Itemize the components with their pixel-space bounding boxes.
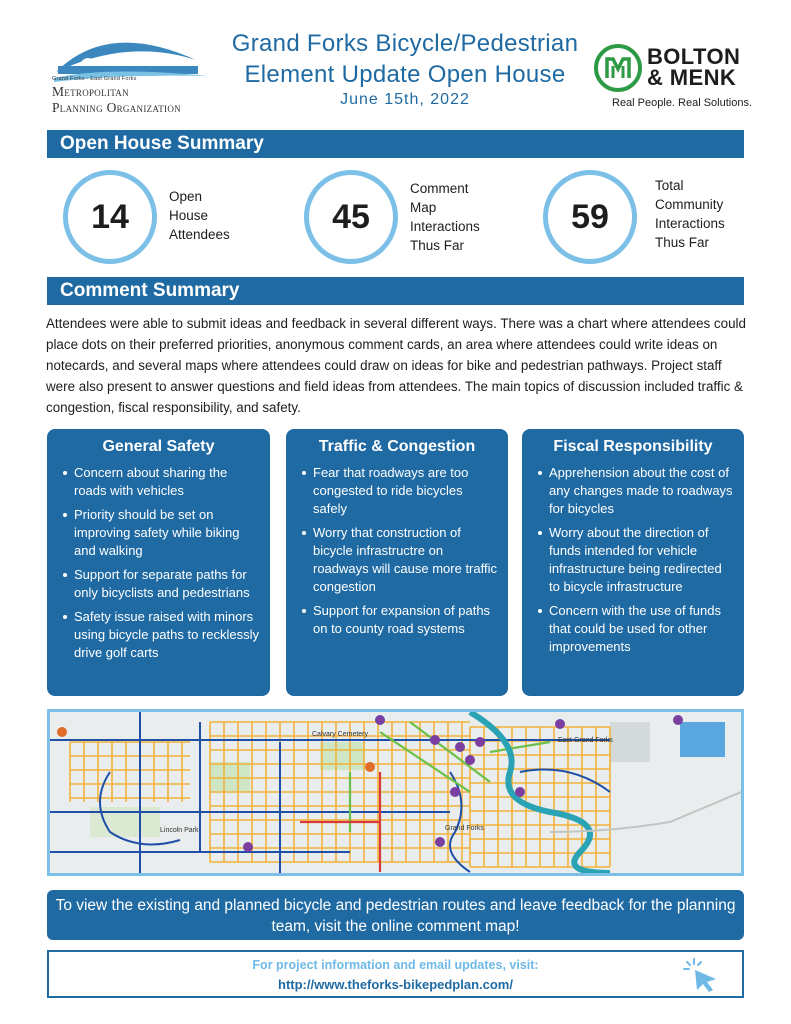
- stat-label-line: Interactions: [410, 219, 480, 234]
- comment-summary-heading: Comment Summary: [47, 277, 744, 305]
- stat-label-line: Total: [655, 178, 684, 193]
- topic-title: Traffic & Congestion: [318, 438, 476, 455]
- map-label-lincoln-park: Lincoln Park: [160, 827, 199, 834]
- firm-name-line1: BOLTON: [647, 44, 741, 69]
- event-date: June 15th, 2022: [340, 91, 470, 108]
- comment-map-cta: To view the existing and planned bicycle and pedestrian routes and leave feedback for the planning team, visit the online comment map!: [47, 890, 744, 940]
- mpo-name-line1: Metropolitan: [52, 84, 129, 99]
- mpo-name-line2: Planning Organization: [52, 100, 181, 115]
- bolton-menk-logo-icon: [592, 42, 644, 94]
- topic-bullet: Apprehension about the cost of any changes made to roadways for bicycles: [549, 464, 736, 518]
- route-map: [50, 712, 741, 873]
- stat-label-line: Open House: [169, 189, 209, 223]
- mpo-subtitle: Grand Forks - East Grand Forks: [52, 76, 137, 82]
- project-info-label: For project information and email updates, visit:: [252, 958, 539, 972]
- cursor-click-icon: [680, 955, 722, 993]
- stat-value: 45: [304, 170, 398, 264]
- stat-label-line: Interactions: [655, 216, 725, 231]
- comment-map-image: [47, 709, 744, 876]
- topic-bullet: Concern about sharing the roads with vehicles: [74, 464, 262, 500]
- stat-label-line: Thus Far: [410, 238, 465, 253]
- stat-value: 14: [63, 170, 157, 264]
- topic-bullet: Worry that construction of bicycle infrastructre on roadways will cause more traffic congestion: [313, 524, 500, 596]
- firm-tagline: Real People. Real Solutions.: [612, 97, 753, 109]
- topic-bullet: Fear that roadways are too congested to ride bicycles safely: [313, 464, 500, 518]
- stat-value: 59: [543, 170, 637, 264]
- map-label-calvary-cemetery: Calvary Cemetery: [312, 731, 369, 738]
- project-website-link[interactable]: http://www.theforks-bikepedplan.com/: [278, 977, 513, 992]
- topic-bullet: Support for expansion of paths on to county road systems: [313, 602, 500, 638]
- topic-bullet: Concern with the use of funds that could be used for other improvements: [549, 602, 736, 656]
- page-title: [200, 28, 610, 110]
- topic-title: Fiscal Responsibility: [553, 438, 713, 455]
- stat-label-line: Comment Map: [410, 181, 469, 215]
- topic-bullet: Worry about the direction of funds intended for vehicle infrastructure being redirected to bicycle infrastructure: [549, 524, 736, 596]
- stat-label: [169, 187, 230, 244]
- topic-bullets: [47, 464, 270, 662]
- topic-title: General Safety: [102, 438, 215, 455]
- open-house-summary-heading: Open House Summary: [47, 130, 744, 158]
- topic-bullets: [522, 464, 744, 656]
- project-info-box: [47, 950, 744, 998]
- topic-bullet: Priority should be set on improving safety while biking and walking: [74, 506, 262, 560]
- comment-summary-body: Attendees were able to submit ideas and feedback in several different ways. There was a chart where attendees could place dots on their preferred priorities, anonymous comment cards, an area where attendees could write ideas on notecards, and several maps where attendees could draw on ideas for bike and pedestrian pathways. Project staff were also present to answer questions and field ideas from attendees. The main topics of discussion included traffic & congestion, fiscal responsibility, and safety.: [46, 316, 746, 415]
- stat-label-line: Attendees: [169, 227, 230, 242]
- page-header: [0, 0, 791, 125]
- topic-bullet: Safety issue raised with minors using bicycle paths to recklessly drive golf carts: [74, 608, 262, 662]
- topic-bullets: [286, 464, 508, 638]
- map-label-grand-forks: Grand Forks: [445, 825, 484, 832]
- topic-traffic-congestion: [286, 429, 508, 696]
- stat-label: [655, 176, 725, 252]
- firm-name-line2: & MENK: [647, 65, 737, 90]
- stat-label-line: Thus Far: [655, 235, 710, 250]
- title-line1: Grand Forks Bicycle/Pedestrian: [231, 30, 579, 57]
- topic-fiscal-responsibility: [522, 429, 744, 696]
- map-label-east-grand-forks: East Grand Forks: [558, 737, 613, 744]
- stat-label-line: Community: [655, 197, 724, 212]
- topic-bullet: Support for separate paths for only bicyclists and pedestrians: [74, 566, 262, 602]
- topic-general-safety: [47, 429, 270, 696]
- stat-label: [410, 179, 480, 255]
- title-line2: Element Update Open House: [244, 61, 566, 88]
